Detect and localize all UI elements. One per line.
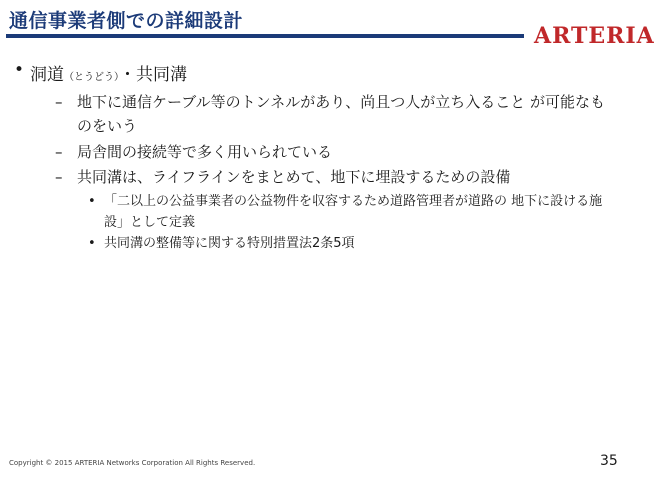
sub-bullet-item <box>55 140 617 164</box>
main-bullet-text-a: 洞道 <box>30 65 64 85</box>
sub-sub-bullet-item <box>88 233 614 254</box>
sub-sub-bullet-text: 共同溝の整備等に関する特別措置法2条5項 <box>104 236 355 251</box>
sub-bullet-item <box>55 90 617 138</box>
sub-bullet-item <box>55 165 617 189</box>
page-number: 35 <box>600 453 618 469</box>
bullet-icon: • <box>14 60 25 80</box>
main-bullet-item <box>14 60 187 85</box>
main-bullet-text-b: ・共同溝 <box>119 65 187 85</box>
dash-icon: – <box>55 168 63 186</box>
sub-bullet-text: 局舎間の接続等で多く用いられている <box>77 143 333 161</box>
main-bullet-reading: （とうどう） <box>64 72 119 83</box>
slide-title: 通信事業者側での詳細設計 <box>9 10 244 32</box>
copyright-notice: Copyright © 2015 ARTERIA Networks Corporation All Rights Reserved. <box>9 459 256 467</box>
dot-icon: • <box>88 236 96 251</box>
title-underline <box>6 34 524 38</box>
sub-sub-bullet-item <box>88 191 614 233</box>
sub-bullet-text: 地下に通信ケーブル等のトンネルがあり、尚且つ人が立ち入ること が可能なものをいう <box>77 93 605 135</box>
sub-bullet-text: 共同溝は、ライフラインをまとめて、地下に埋設するための設備 <box>77 168 511 186</box>
dash-icon: – <box>55 93 63 111</box>
dash-icon: – <box>55 143 63 161</box>
sub-sub-bullet-text: 「二以上の公益事業者の公益物件を収容するため道路管理者が道路の 地下に設ける施設」として定義 <box>104 194 603 230</box>
arteria-logo: ARTERIA <box>534 23 655 49</box>
dot-icon: • <box>88 194 96 209</box>
